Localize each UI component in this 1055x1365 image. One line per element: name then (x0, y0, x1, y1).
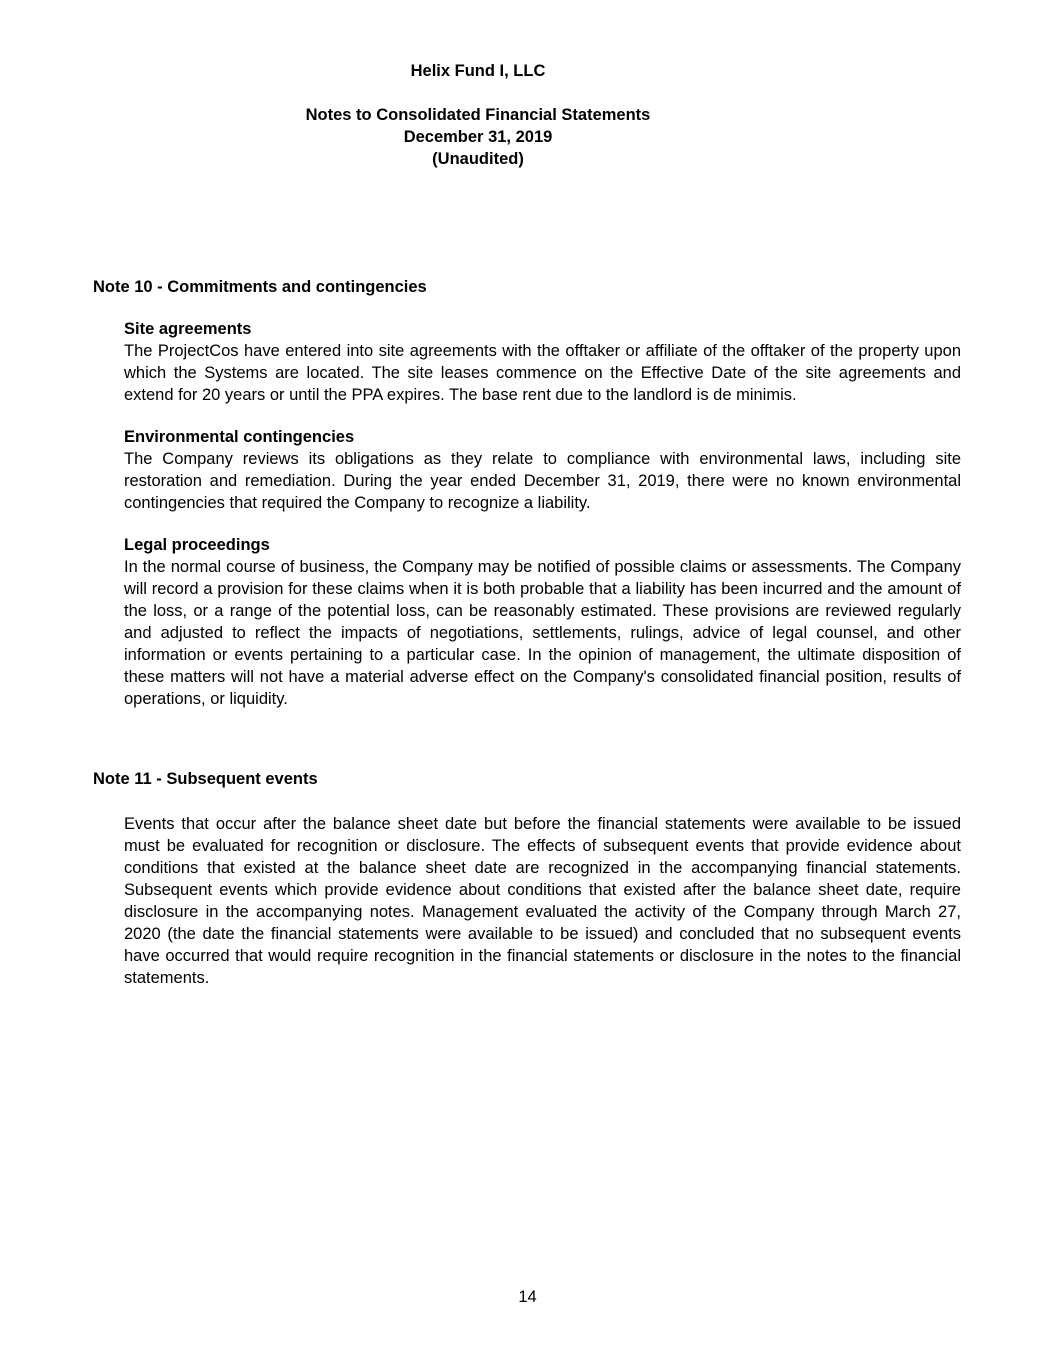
section-site-agreements-heading: Site agreements (124, 320, 252, 338)
statement-date: December 31, 2019 (403, 128, 553, 146)
note-10-heading: Note 10 - Commitments and contingencies (93, 278, 427, 296)
note-11-heading: Note 11 - Subsequent events (93, 770, 318, 788)
section-legal-proceedings (124, 534, 961, 710)
page-number: 14 (518, 1288, 537, 1306)
note-10-sections (124, 318, 961, 710)
section-environmental-contingencies-body: The Company reviews its obligations as they relate to compliance with environmental laws, including site restoration and remediation. During the year ended December 31, 2019, there were no known environmental contingencies that required the Company to recognize a liability. (124, 450, 961, 512)
section-legal-proceedings-body: In the normal course of business, the Company may be notified of possible claims or assessments. The Company will record a provision for these claims when it is both probable that a liability has been incurred and the amount of the loss, or a range of the potential loss, can be reasonably estimated. These provisions are reviewed regularly and adjusted to reflect the impacts of negotiations, settlements, rulings, advice of legal counsel, and other information or events pertaining to a particular case. In the opinion of management, the ultimate disposition of these matters will not have a material adverse effect on the Company's consolidated financial position, results of operations, or liquidity. (124, 558, 961, 708)
audit-status: (Unaudited) (432, 150, 524, 168)
section-site-agreements (124, 318, 961, 406)
document-title-block (0, 104, 956, 170)
document-body (93, 276, 961, 989)
section-site-agreements-body: The ProjectCos have entered into site agreements with the offtaker or affiliate of the offtaker of the property upon which the Systems are located. The site leases commence on the Effective Date of the site agreements and extend for 20 years or until the PPA expires. The base rent due to the landlord is de minimis. (124, 342, 961, 404)
document-header (0, 0, 956, 170)
section-environmental-contingencies-heading: Environmental contingencies (124, 428, 355, 446)
note-11-body: Events that occur after the balance sheet date but before the financial statements were available to be issued must be evaluated for recognition or disclosure. The effects of subsequent events that provide evidence about conditions that existed at the balance sheet date are recognized in the accompanying financial statements. Subsequent events which provide evidence about conditions that existed after the balance sheet date, require disclosure in the accompanying notes. Management evaluated the activity of the Company through March 27, 2020 (the date the financial statements were available to be issued) and concluded that no subsequent events have occurred that would require recognition in the financial statements or disclosure in the notes to the financial statements. (124, 815, 961, 987)
section-environmental-contingencies (124, 426, 961, 514)
document-title: Notes to Consolidated Financial Statements (305, 106, 651, 124)
company-name: Helix Fund I, LLC (410, 62, 546, 80)
section-legal-proceedings-heading: Legal proceedings (124, 536, 270, 554)
